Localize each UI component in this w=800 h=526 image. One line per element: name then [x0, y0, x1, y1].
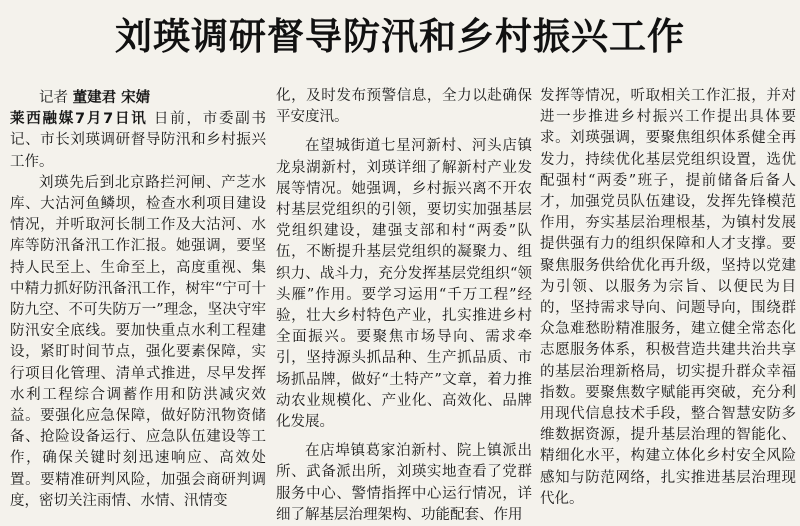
- article-column-3: [540, 86, 796, 507]
- lead-text: 日前，市委副书记、市长刘瑛调研督导防汛和乡村振兴工作。: [10, 111, 266, 170]
- lead-paragraph: [10, 109, 266, 173]
- article-column-2: [276, 86, 532, 523]
- byline: [39, 88, 266, 109]
- paragraph-new-villages: 在望城街道七星河新村、河头店镇龙泉湖新村，刘瑛详细了解新村产业发展等情况。她强调，乡村振兴离不开农村基层党组织的引领，要切实加强基层党组织建设，建强支部和村“两委”队伍，不断提升基层党组织的凝聚力、组织力、战斗力，充分发挥基层党组织“领头雁”作用。要学习运用“千万工程”经验，壮大乡村特色产业，扎实推进乡村全面振兴。要聚焦市场导向、需求牵引，坚持源头抓品种、生产抓品质、市场抓品牌，做好“土特产”文章，着力推动农业规模化、产业化、高效化、品牌化发展。: [276, 138, 532, 431]
- article-column-1: [10, 88, 266, 509]
- paragraph-governance: 发挥等情况，听取相关工作汇报，并对进一步推进乡村振兴工作提出具体要求。刘瑛强调，要聚焦组织体系健全再发力，持续优化基层党组织设置，选优配强村“两委”班子，提前储备后备人才，加强党员队伍建设，发挥先锋模范作用，夯实基层治理根基，为镇村发展提供强有力的组织保障和人才支撑。要聚焦服务供给优化再升级，坚持以党建为引领、以服务为宗旨、以便民为目的，坚持需求导向、问题导向，围绕群众急难愁盼精准服务，建立健全常态化志愿服务体系，积极营造共建共治共享的基层治理新格局，切实提升群众幸福指数。要聚焦数字赋能再突破，充分利用现代信息技术手段，整合智慧安防多维数据资源，提升基层治理的智能化、精细化水平，构建立体化乡村安全风险感知与防范网络，扎实推进基层治理现代化。: [540, 88, 796, 507]
- byline-names: 董建君 宋婧: [72, 90, 151, 106]
- paragraph-water-conservancy: 刘瑛先后到北京路拦河闸、产芝水库、大沽河鱼鳞坝，检查水利项目建设情况，并听取河长制工作及大沽河、水库等防汛备汛工作汇报。她强调，要坚持人民至上、生命至上，高度重视、集中精力抓好防汛备汛工作，树牢“宁可十防九空、不可失防万一”理念，坚决守牢防汛安全底线。要加快重点水利工程建设，紧盯时间节点，强化要素保障，实行项目化管理、清单式推进，尽早发挥水利工程综合调蓄作用和防洪减灾效益。要强化应急保障，做好防汛物资储备、抢险设备运行、应急队伍建设等工作，确保关键时刻迅速响应、高效处置。要精准研判风险，加强会商研判调度，密切关注雨情、水情、汛情变: [10, 174, 266, 509]
- byline-label: 记者: [39, 90, 68, 106]
- paragraph-continued: 化，及时发布预警信息，全力以赴确保平安度汛。: [276, 88, 532, 126]
- dateline: 莱西融媒7月7日讯: [10, 111, 148, 128]
- headline: 刘瑛调研督导防汛和乡村振兴工作: [115, 15, 685, 58]
- paragraph-police-stations: 在店埠镇葛家泊新村、院上镇派出所、武备派出所，刘瑛实地查看了党群服务中心、警情指挥中心运行情况，详细了解基层治理架构、功能配套、作用: [276, 443, 532, 523]
